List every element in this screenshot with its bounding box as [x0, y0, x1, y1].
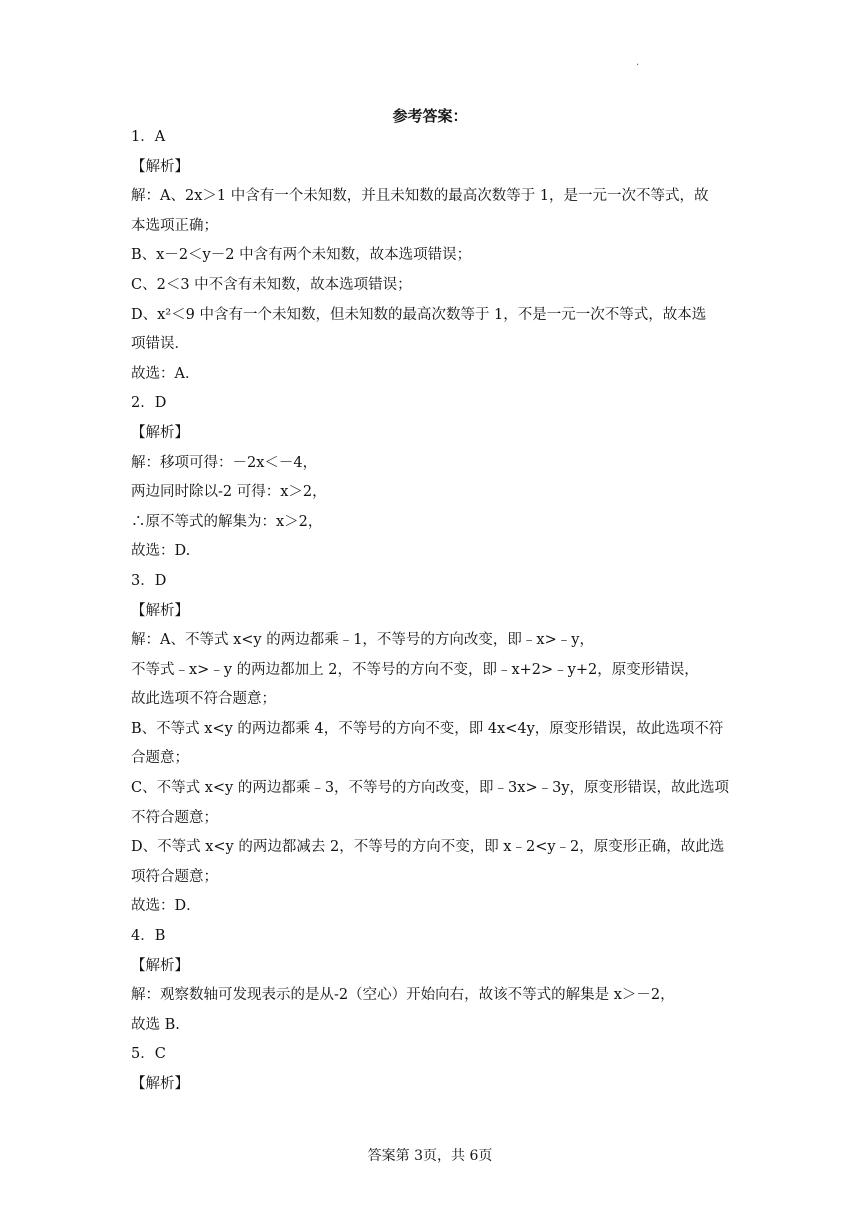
answer-5-heading: 5．C — [131, 1046, 166, 1063]
header-mark: · — [636, 60, 640, 71]
answer-line: B、不等式 x<y 的两边都乘 4，不等号的方向不变，即 4x<4y，原变形错误，故此选项不符 — [131, 720, 724, 737]
answer-line: 项错误． — [131, 336, 189, 353]
answer-1-heading: 1．A — [131, 129, 166, 145]
answer-conclusion: 故选 B. — [131, 1016, 180, 1033]
analysis-label: 【解析】 — [131, 424, 189, 441]
answer-line: 项符合题意； — [131, 868, 218, 885]
answer-line: 不符合题意； — [131, 809, 218, 826]
answer-line: D、不等式 x<y 的两边都减去 2，不等号的方向不变，即 x﹣2<y﹣2，原变形正确，故此选 — [131, 839, 725, 856]
answer-title: 参考答案： — [392, 107, 468, 125]
analysis-label: 【解析】 — [131, 158, 189, 175]
answer-line: C、2＜3 中不含有未知数，故本选项错误； — [131, 276, 412, 293]
answer-line: 合题意； — [131, 750, 189, 767]
analysis-label: 【解析】 — [131, 957, 189, 974]
analysis-label: 【解析】 — [131, 1076, 189, 1092]
answer-4-heading: 4．B — [131, 928, 166, 945]
answer-2-heading: 2．D — [131, 395, 167, 412]
answer-3-heading: 3．D — [131, 572, 167, 589]
answer-line: 本选项正确； — [131, 217, 218, 234]
answer-conclusion: 故选：A． — [131, 365, 200, 382]
answer-content — [131, 123, 731, 1100]
answer-line: 解：A、不等式 x<y 的两边都乘﹣1，不等号的方向改变，即﹣x>﹣y， — [131, 632, 594, 649]
answer-line: 不等式﹣x>﹣y 的两边都加上 2，不等号的方向不变，即﹣x+2>﹣y+2，原变形错误， — [131, 661, 699, 678]
answer-line: 两边同时除以-2 可得：x＞2， — [131, 484, 327, 501]
analysis-label: 【解析】 — [131, 602, 189, 619]
answer-conclusion: 故选：D. — [131, 543, 191, 560]
answer-conclusion: 故选：D． — [131, 898, 201, 915]
answer-line: 解：A、2x＞1 中含有一个未知数，并且未知数的最高次数等于 1，是一元一次不等式，故 — [131, 188, 709, 205]
answer-line: ∴原不等式的解集为：x＞2， — [131, 513, 323, 530]
answer-line: 解：观察数轴可发现表示的是从-2（空心）开始向右，故该不等式的解集是 x＞－2， — [131, 987, 675, 1004]
answer-line: C、不等式 x<y 的两边都乘﹣3，不等号的方向改变，即﹣3x>﹣3y，原变形错误，故此选项 — [131, 780, 730, 797]
answer-line: 故此选项不符合题意； — [131, 691, 276, 708]
answer-line: B、x－2＜y－2 中含有两个未知数，故本选项错误； — [131, 247, 472, 264]
answer-line: 解：移项可得：－2x＜－4， — [131, 454, 318, 471]
answer-line: D、x²＜9 中含有一个未知数，但未知数的最高次数等于 1，不是一元一次不等式，故本选 — [131, 306, 707, 323]
page-footer: 答案第 3页，共 6页 — [367, 1148, 493, 1164]
